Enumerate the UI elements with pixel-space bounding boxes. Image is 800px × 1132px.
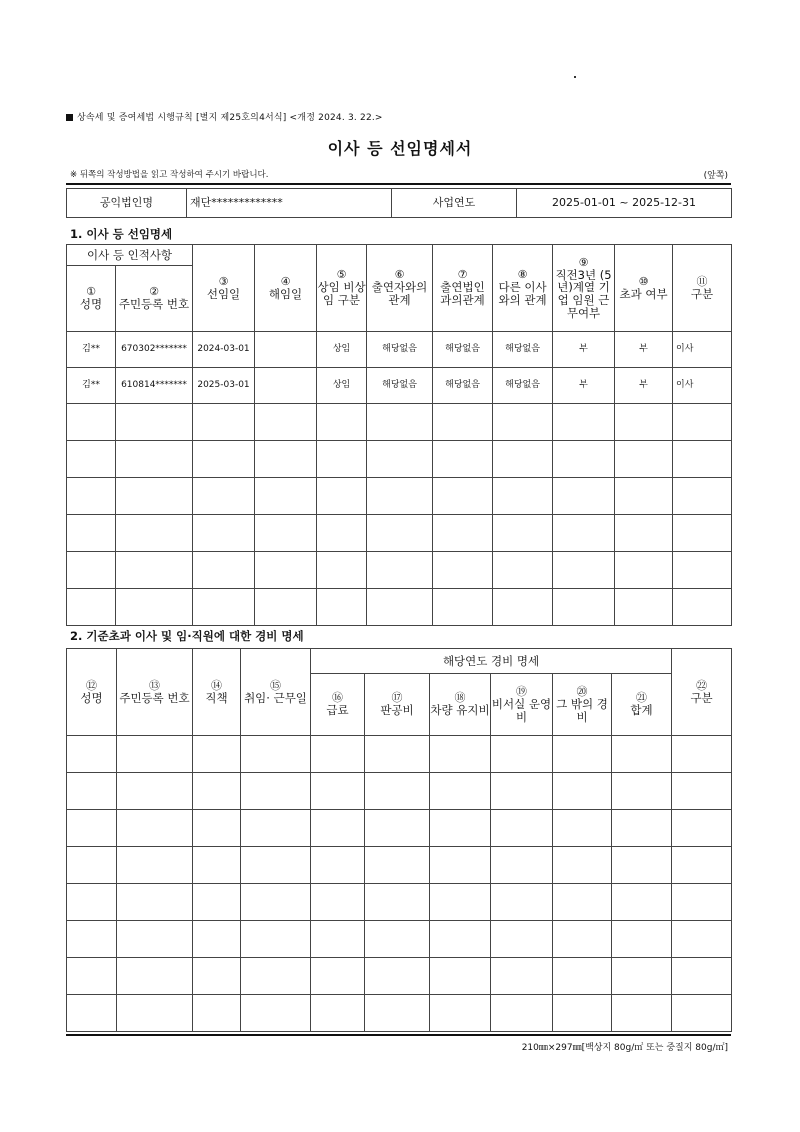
circled-number: ⑰ xyxy=(391,691,403,705)
table-cell xyxy=(311,995,365,1032)
table-cell xyxy=(367,515,433,552)
form-reference xyxy=(66,110,383,123)
table-cell xyxy=(430,921,491,958)
section1-col-7-header xyxy=(433,245,493,332)
table-cell xyxy=(117,995,193,1032)
table-cell xyxy=(67,589,116,626)
table-cell xyxy=(365,847,430,884)
table-cell xyxy=(241,958,311,995)
table-cell xyxy=(311,958,365,995)
table-cell xyxy=(673,441,732,478)
table-cell xyxy=(193,921,241,958)
table-row xyxy=(67,332,732,368)
table-cell xyxy=(553,589,615,626)
section2-col-10-header xyxy=(612,674,672,736)
table-cell xyxy=(193,515,255,552)
table-cell xyxy=(672,958,732,995)
table-cell xyxy=(672,773,732,810)
table-cell: 이사 xyxy=(673,368,732,404)
table-cell xyxy=(255,441,317,478)
instruction-note: ※ 뒤쪽의 작성방법을 읽고 작성하여 주시기 바랍니다. xyxy=(70,170,269,180)
table-cell xyxy=(615,441,673,478)
table-cell xyxy=(673,404,732,441)
table-cell xyxy=(433,552,493,589)
table-cell xyxy=(241,921,311,958)
column-label: 출연자와의 관계 xyxy=(371,280,428,308)
section2-col-9-header xyxy=(553,674,612,736)
column-label: 선임일 xyxy=(206,286,241,301)
table-cell xyxy=(612,847,672,884)
table-cell xyxy=(317,478,367,515)
table-row xyxy=(67,884,732,921)
table-row xyxy=(67,404,732,441)
table-cell xyxy=(255,404,317,441)
column-label: 구분 xyxy=(690,690,713,705)
table-cell xyxy=(491,958,553,995)
column-label: 상임 비상임 구분 xyxy=(317,280,366,308)
column-label: 출연법인 과의관계 xyxy=(440,280,485,308)
personal-info-group-header: 이사 등 인적사항 xyxy=(67,245,193,266)
table-cell xyxy=(67,552,116,589)
table-cell xyxy=(311,847,365,884)
table-cell xyxy=(365,810,430,847)
circled-number: ⑭ xyxy=(211,678,222,692)
form-reference-text: 상속세 및 증여세법 시행규칙 [별지 제25호의4서식] <개정 2024. 3. 22.> xyxy=(77,113,383,123)
circled-number: ⑱ xyxy=(454,691,466,705)
table-cell: 2024-03-01 xyxy=(193,332,255,368)
table-row xyxy=(67,847,732,884)
table-cell xyxy=(672,736,732,773)
table-row xyxy=(67,995,732,1032)
table-cell xyxy=(241,810,311,847)
table-cell xyxy=(612,736,672,773)
table-cell xyxy=(673,552,732,589)
table-cell xyxy=(241,995,311,1032)
top-rule xyxy=(66,183,731,185)
table-cell xyxy=(430,884,491,921)
table-row xyxy=(67,589,732,626)
table-cell xyxy=(193,478,255,515)
section2-title: 2. 기준초과 이사 및 임·직원에 대한 경비 명세 xyxy=(70,629,304,643)
table-cell xyxy=(612,884,672,921)
page-title: 이사 등 선임명세서 xyxy=(327,139,473,158)
table-cell xyxy=(491,884,553,921)
table-cell xyxy=(491,810,553,847)
table-cell xyxy=(67,884,117,921)
table-cell xyxy=(193,995,241,1032)
column-label: 구분 xyxy=(690,286,714,301)
table-cell xyxy=(67,441,116,478)
table-cell xyxy=(255,552,317,589)
table-cell xyxy=(193,589,255,626)
table-cell xyxy=(430,995,491,1032)
table-cell xyxy=(67,404,116,441)
column-label: 초과 여부 xyxy=(619,286,668,301)
table-cell xyxy=(365,958,430,995)
section1-col-2-header xyxy=(116,266,193,332)
table-cell xyxy=(612,921,672,958)
table-cell xyxy=(193,441,255,478)
table-cell xyxy=(117,958,193,995)
table-cell: 이사 xyxy=(673,332,732,368)
table-cell xyxy=(193,810,241,847)
circled-number: ⑳ xyxy=(576,684,588,698)
table-cell xyxy=(553,552,615,589)
table-row xyxy=(67,958,732,995)
corporation-info-table xyxy=(66,188,732,218)
table-cell xyxy=(193,847,241,884)
table-cell xyxy=(493,589,553,626)
table-cell xyxy=(491,773,553,810)
table-cell xyxy=(672,884,732,921)
table-cell xyxy=(317,515,367,552)
table-cell xyxy=(67,995,117,1032)
fiscal-year-value: 2025-01-01 ~ 2025-12-31 xyxy=(517,189,732,218)
table-cell xyxy=(365,995,430,1032)
table-cell xyxy=(553,958,612,995)
scan-speck xyxy=(574,76,576,78)
table-cell xyxy=(67,736,117,773)
section1-col-9-header xyxy=(553,245,615,332)
section1-col-8-header xyxy=(493,245,553,332)
table-cell xyxy=(672,995,732,1032)
table-cell xyxy=(553,736,612,773)
table-cell xyxy=(116,478,193,515)
section2-col-11-header xyxy=(672,649,732,736)
section1-col-5-header xyxy=(317,245,367,332)
table-cell xyxy=(317,441,367,478)
circled-number: ② xyxy=(149,285,159,299)
table-cell: 2025-03-01 xyxy=(193,368,255,404)
circled-number: ⑯ xyxy=(332,691,343,705)
circled-number: ⑨ xyxy=(578,255,589,269)
table-cell xyxy=(116,441,193,478)
table-cell xyxy=(493,515,553,552)
table-cell xyxy=(241,847,311,884)
column-label: 직전3년 (5년)계열 기업 임원 근무여부 xyxy=(555,267,612,320)
table-row xyxy=(67,441,732,478)
table-cell: 670302******* xyxy=(116,332,193,368)
table-cell xyxy=(553,441,615,478)
table-cell xyxy=(193,404,255,441)
expense-group-header: 해당연도 경비 명세 xyxy=(311,649,672,674)
table-cell xyxy=(255,589,317,626)
table-cell: 부 xyxy=(615,332,673,368)
table-row xyxy=(67,773,732,810)
corp-name-value: 재단************* xyxy=(187,189,392,218)
table-cell xyxy=(367,552,433,589)
table-cell xyxy=(553,515,615,552)
table-cell xyxy=(493,404,553,441)
table-cell xyxy=(255,478,317,515)
table-cell xyxy=(67,958,117,995)
table-cell xyxy=(241,884,311,921)
table-cell xyxy=(673,515,732,552)
table-cell: 김** xyxy=(67,368,116,404)
table-cell xyxy=(553,810,612,847)
circled-number: ⑩ xyxy=(638,274,649,288)
circled-number: ⑪ xyxy=(696,274,708,288)
column-label: 주민등록 번호 xyxy=(118,297,190,312)
table-cell xyxy=(116,589,193,626)
table-cell xyxy=(67,921,117,958)
table-cell xyxy=(193,884,241,921)
table-cell xyxy=(553,404,615,441)
table-cell xyxy=(365,773,430,810)
table-cell: 해당없음 xyxy=(367,332,433,368)
table-cell xyxy=(317,404,367,441)
table-cell xyxy=(433,589,493,626)
table-cell xyxy=(193,736,241,773)
table-cell xyxy=(553,995,612,1032)
column-label: 그 밖의 경비 xyxy=(556,697,608,724)
table-row xyxy=(67,810,732,847)
table-row xyxy=(67,515,732,552)
table-cell xyxy=(553,884,612,921)
table-cell xyxy=(241,773,311,810)
table-cell xyxy=(311,884,365,921)
circled-number: ⑧ xyxy=(517,268,528,282)
table-cell xyxy=(117,847,193,884)
table-cell xyxy=(491,995,553,1032)
table-cell xyxy=(193,958,241,995)
table-cell: 상임 xyxy=(317,368,367,404)
section1-col-6-header xyxy=(367,245,433,332)
table-cell xyxy=(367,404,433,441)
table-cell xyxy=(491,921,553,958)
table-cell xyxy=(117,773,193,810)
table-cell xyxy=(493,478,553,515)
circled-number: ⑬ xyxy=(149,678,160,692)
table-cell xyxy=(430,810,491,847)
table-cell xyxy=(311,810,365,847)
table-row xyxy=(67,368,732,404)
table-cell xyxy=(255,332,317,368)
table-cell: 상임 xyxy=(317,332,367,368)
table-row xyxy=(67,921,732,958)
table-cell xyxy=(433,441,493,478)
table-cell xyxy=(672,810,732,847)
table-cell: 해당없음 xyxy=(433,368,493,404)
table-cell xyxy=(116,552,193,589)
table-cell xyxy=(365,921,430,958)
table-cell xyxy=(433,478,493,515)
table-cell xyxy=(491,847,553,884)
table-cell: 해당없음 xyxy=(433,332,493,368)
table-cell xyxy=(430,958,491,995)
bottom-rule xyxy=(66,1034,731,1036)
fiscal-year-label: 사업연도 xyxy=(392,189,517,218)
table-cell xyxy=(67,478,116,515)
table-cell xyxy=(116,404,193,441)
section2-col-4-header xyxy=(241,649,311,736)
table-cell: 해당없음 xyxy=(493,332,553,368)
circled-number: ⑮ xyxy=(270,678,281,692)
circled-number: ④ xyxy=(280,274,291,288)
circled-number: ⑥ xyxy=(394,268,405,282)
section2-col-7-header xyxy=(430,674,491,736)
section2-col-6-header xyxy=(365,674,430,736)
table-cell xyxy=(117,921,193,958)
table-cell xyxy=(116,515,193,552)
table-cell xyxy=(553,478,615,515)
table-cell xyxy=(673,478,732,515)
table-cell xyxy=(615,515,673,552)
column-label: 직책 xyxy=(205,690,228,705)
table-cell xyxy=(493,552,553,589)
table-cell xyxy=(433,404,493,441)
table-cell xyxy=(117,810,193,847)
table-cell xyxy=(433,515,493,552)
section2-col-5-header xyxy=(311,674,365,736)
paper-spec: 210㎜×297㎜[백상지 80g/㎡ 또는 중질지 80g/㎡] xyxy=(521,1043,728,1053)
circled-number: ⑤ xyxy=(336,268,347,282)
column-label: 성명 xyxy=(80,690,103,705)
table-cell xyxy=(317,589,367,626)
table-cell: 부 xyxy=(553,332,615,368)
table-cell xyxy=(612,773,672,810)
table-cell xyxy=(430,736,491,773)
table-cell xyxy=(117,736,193,773)
section1-col-1-header xyxy=(67,266,116,332)
column-label: 성명 xyxy=(79,297,103,312)
section1-col-11-header xyxy=(673,245,732,332)
table-cell xyxy=(367,441,433,478)
column-label: 비서실 운영비 xyxy=(491,697,552,724)
section1-col-10-header xyxy=(615,245,673,332)
table-cell xyxy=(117,884,193,921)
section2-col-8-header xyxy=(491,674,553,736)
circled-number: ⑫ xyxy=(86,678,97,692)
table-cell xyxy=(673,589,732,626)
table-cell xyxy=(255,515,317,552)
table-cell: 김** xyxy=(67,332,116,368)
table-cell: 해당없음 xyxy=(493,368,553,404)
circled-number: ⑲ xyxy=(516,684,527,698)
table-cell xyxy=(615,478,673,515)
table-cell xyxy=(367,589,433,626)
circled-number: ⑦ xyxy=(457,268,468,282)
table-cell xyxy=(615,404,673,441)
section1-col-3-header xyxy=(193,245,255,332)
column-label: 합계 xyxy=(630,703,653,718)
circled-number: ③ xyxy=(218,274,229,288)
table-cell xyxy=(193,552,255,589)
table-cell xyxy=(365,736,430,773)
column-label: 판공비 xyxy=(380,703,414,718)
table-cell xyxy=(67,810,117,847)
column-label: 차량 유지비 xyxy=(430,703,490,718)
table-cell xyxy=(311,736,365,773)
table-cell xyxy=(615,552,673,589)
table-cell xyxy=(241,736,311,773)
table-cell xyxy=(553,847,612,884)
column-label: 해임일 xyxy=(268,286,303,301)
table-cell xyxy=(672,847,732,884)
table-cell: 해당없음 xyxy=(367,368,433,404)
section1-col-4-header xyxy=(255,245,317,332)
table-cell xyxy=(67,515,116,552)
table-cell xyxy=(672,921,732,958)
column-label: 주민등록 번호 xyxy=(119,690,190,705)
section1-title: 1. 이사 등 선임명세 xyxy=(70,227,173,241)
expense-detail-table xyxy=(66,648,732,1032)
section2-col-3-header xyxy=(193,649,241,736)
director-appointment-table xyxy=(66,244,732,626)
table-cell xyxy=(553,921,612,958)
column-label: 급료 xyxy=(326,703,349,718)
table-cell xyxy=(255,368,317,404)
circled-number: ① xyxy=(86,285,96,299)
table-cell xyxy=(365,884,430,921)
table-cell xyxy=(367,478,433,515)
circled-number: ㉒ xyxy=(696,678,708,692)
circled-number: ㉑ xyxy=(636,691,648,705)
table-cell xyxy=(493,441,553,478)
column-label: 취임· 근무일 xyxy=(244,690,307,705)
table-cell xyxy=(67,773,117,810)
table-cell: 부 xyxy=(553,368,615,404)
corp-name-label: 공익법인명 xyxy=(67,189,187,218)
table-cell: 부 xyxy=(615,368,673,404)
page-side-label: (앞쪽) xyxy=(703,171,728,181)
table-cell xyxy=(612,995,672,1032)
table-cell xyxy=(553,773,612,810)
square-bullet-icon xyxy=(66,114,73,121)
table-cell xyxy=(67,847,117,884)
table-row xyxy=(67,736,732,773)
table-cell xyxy=(430,773,491,810)
table-cell xyxy=(615,589,673,626)
section2-col-2-header xyxy=(117,649,193,736)
table-row xyxy=(67,552,732,589)
table-cell xyxy=(491,736,553,773)
section2-col-1-header xyxy=(67,649,117,736)
table-cell xyxy=(311,773,365,810)
table-cell xyxy=(193,773,241,810)
table-cell xyxy=(612,958,672,995)
table-cell xyxy=(317,552,367,589)
table-cell xyxy=(311,921,365,958)
column-label: 다른 이사와의 관계 xyxy=(498,280,547,308)
table-cell xyxy=(430,847,491,884)
table-cell xyxy=(612,810,672,847)
table-cell: 610814******* xyxy=(116,368,193,404)
table-row xyxy=(67,478,732,515)
